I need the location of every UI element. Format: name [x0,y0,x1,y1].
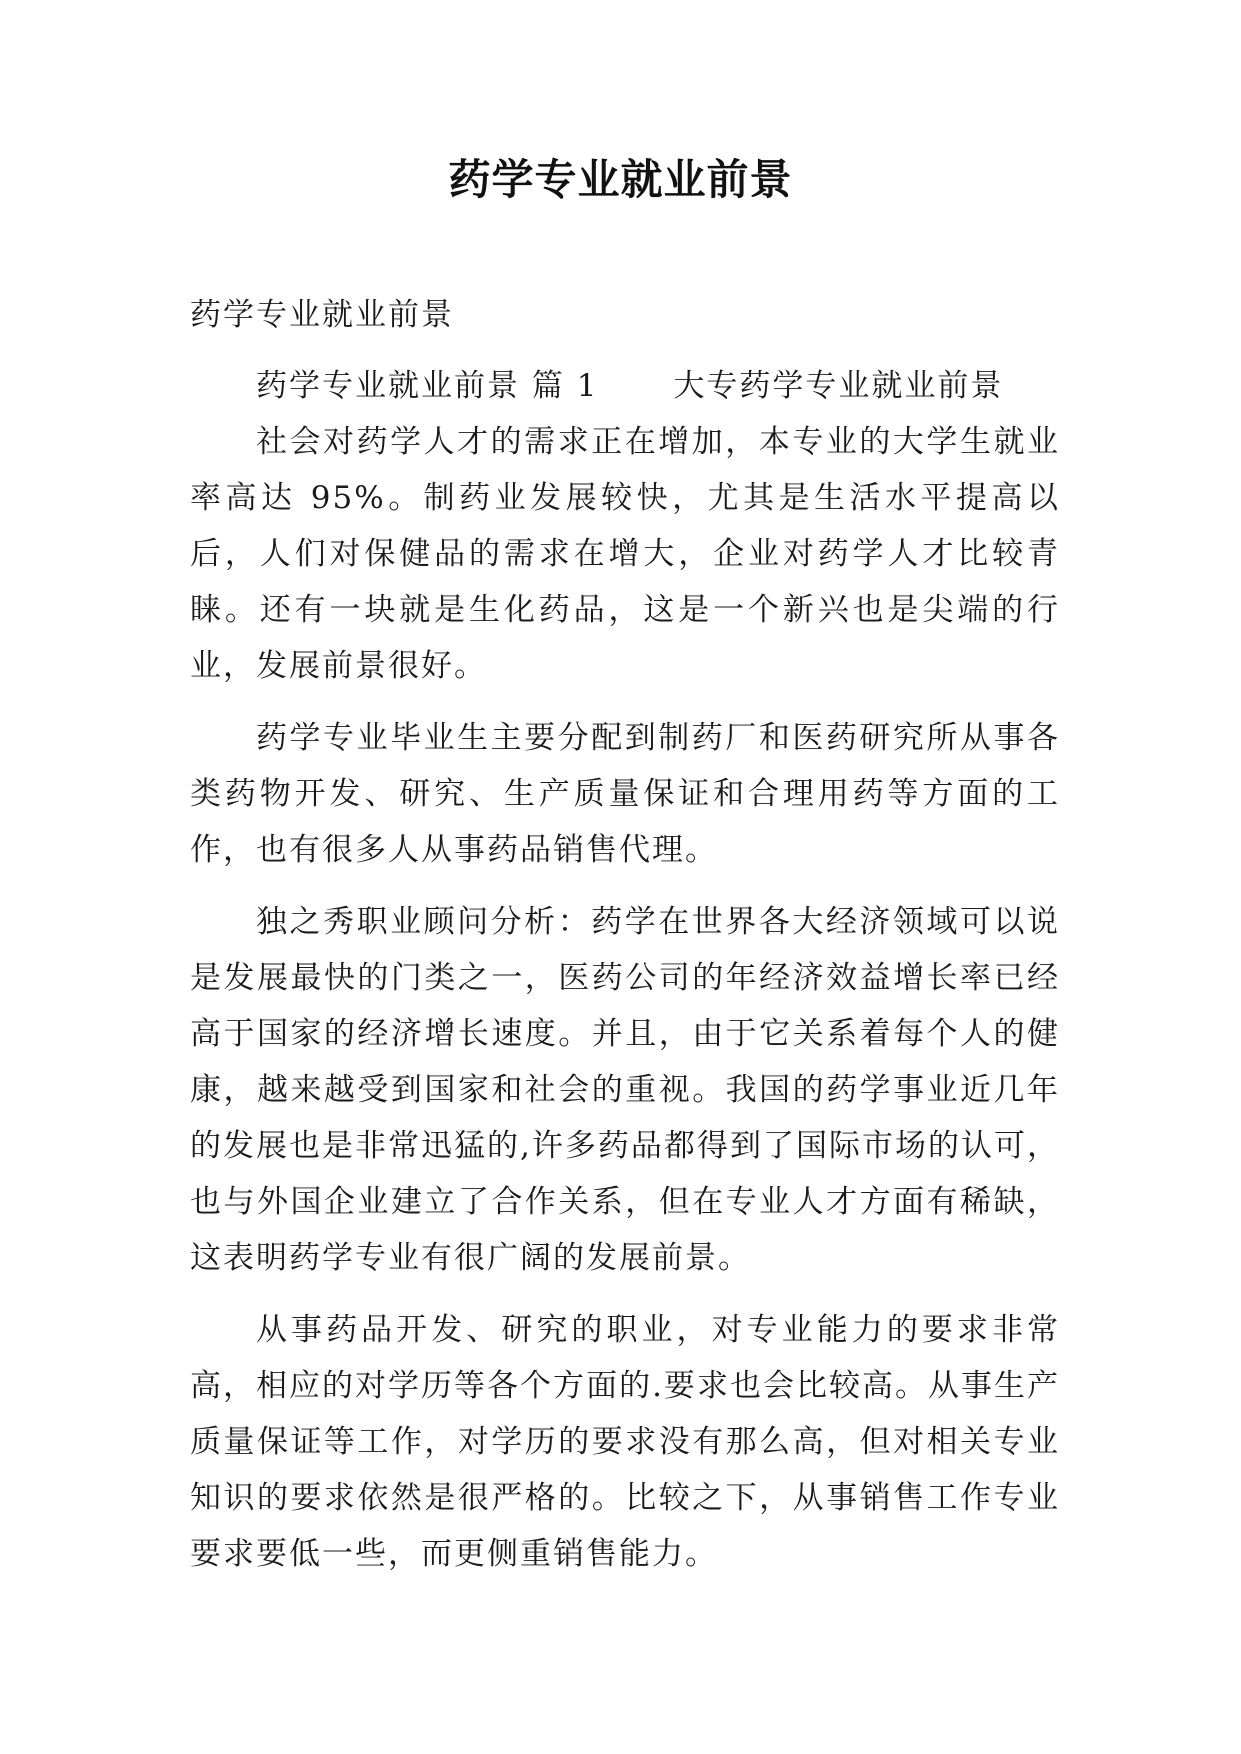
document-subtitle: 药学专业就业前景 [190,297,454,333]
section-heading-main: 药学专业就业前景 [256,368,520,404]
section-heading-part: 篇 1 [531,368,599,404]
paragraph: 从事药品开发、研究的职业，对专业能力的要求非常高，相应的对学历等各个方面的.要求也会比较高。从事生产质量保证等工作，对学历的要求没有那么高，但对相关专业知识的要求依然是很严格的。比较之下，从事销售工作专业要求要低一些，而更侧重销售能力。 [190,1312,1060,1572]
paragraph: 社会对药学人才的需求正在增加，本专业的大学生就业率高达 95%。制药业发展较快，尤其是生活水平提高以后，人们对保健品的需求在增大，企业对药学人才比较青睐。还有一块就是生化药品，这是一个新兴也是尖端的行业，发展前景很好。 [190,424,1060,684]
paragraph: 药学专业毕业生主要分配到制药厂和医药研究所从事各类药物开发、研究、生产质量保证和合理用药等方面的工作，也有很多人从事药品销售代理。 [190,720,1060,868]
paragraph: 独之秀职业顾问分析：药学在世界各大经济领域可以说是发展最快的门类之一，医药公司的年经济效益增长率已经高于国家的经济增长速度。并且，由于它关系着每个人的健康，越来越受到国家和社会的重视。我国的药学事业近几年的发展也是非常迅猛的,许多药品都得到了国际市场的认可，也与外国企业建立了合作关系，但在专业人才方面有稀缺，这表明药学专业有很广阔的发展前景。 [190,904,1060,1276]
document-body [190,287,1060,1598]
document-title: 药学专业就业前景 [448,155,793,204]
section-heading [190,358,1060,414]
section-heading-sub: 大专药学专业就业前景 [673,368,1004,404]
